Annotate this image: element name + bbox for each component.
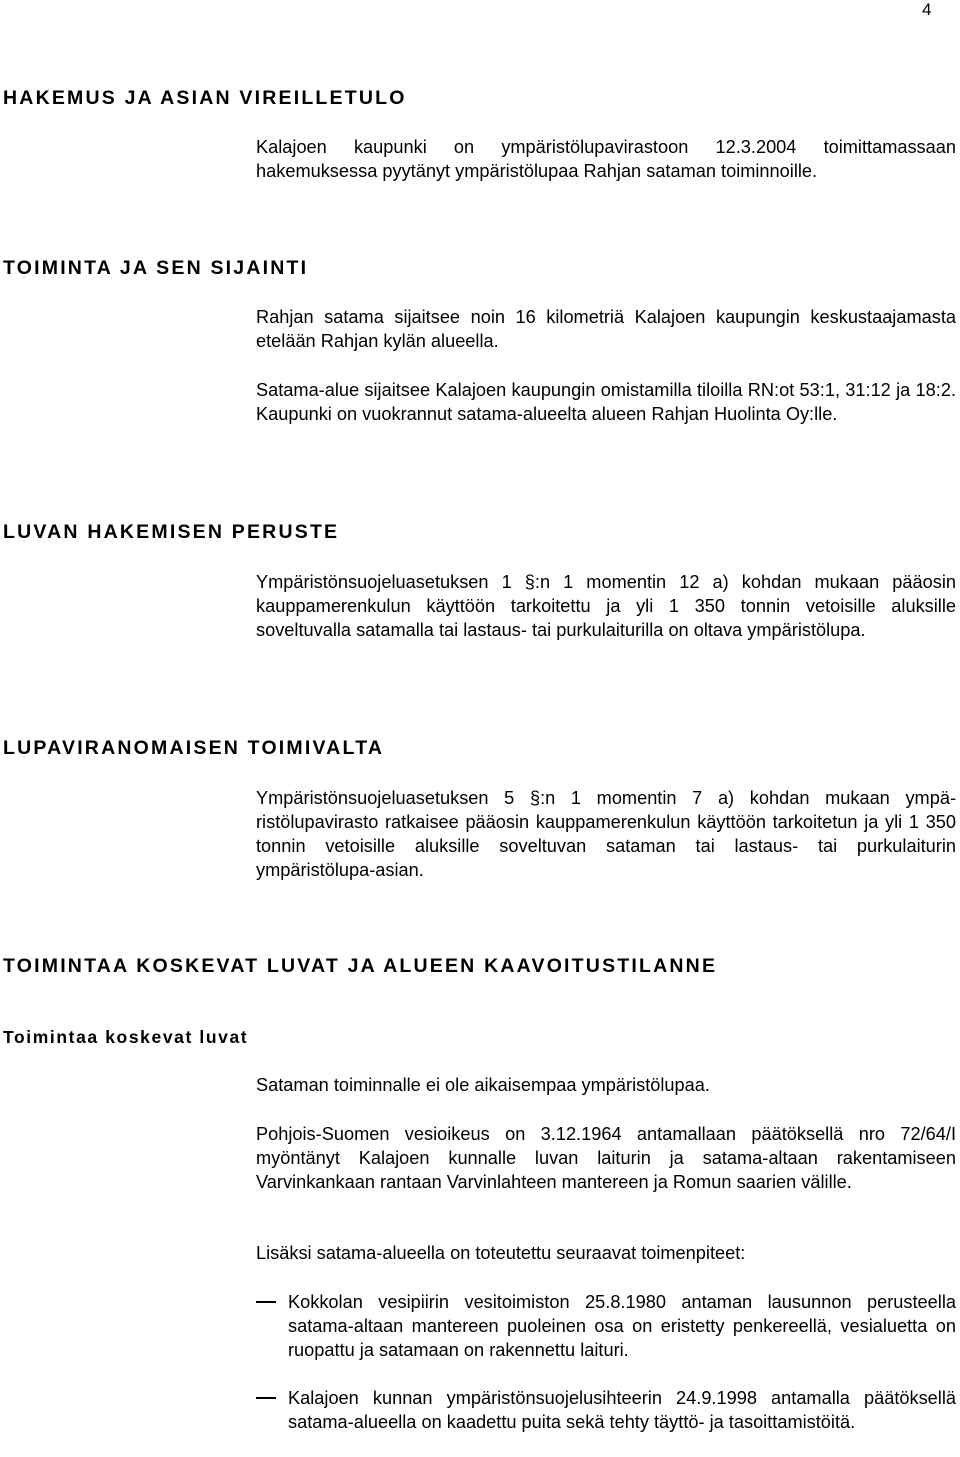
- subheading-toimintaa-koskevat-luvat: Toimintaa koskevat luvat: [3, 1027, 249, 1047]
- bullet-item: [256, 1386, 956, 1434]
- bullet-text: Kokkolan vesipiirin vesitoimiston 25.8.1980 antaman lausunnon perusteella satama-altaan mantereen puoleinen osa on eristetty penkereellä, vesialuetta on ruopattu ja satamaan on rakennettu laituri.: [288, 1292, 956, 1360]
- paragraph-hakemus-1: Kalajoen kaupunki on ympäristölupavirastoon 12.3.2004 toimittamassaan hakemuksessa pyytänyt ympäristölupaa Rahjan sataman toiminnoille.: [256, 137, 956, 181]
- dash-bullet-icon: [256, 1301, 276, 1303]
- paragraph-toimivalta-1: Ympäristönsuojeluasetuksen 5 §:n 1 momentin 7 a) kohdan mukaan ympäristölupavirasto ratkaisee pääosin kauppamerenkulun käyttöön tarkoitetun ja yli 1 350 tonnin vetoisille aluksille soveltuvan sataman tai lastaus- tai purkulaiturin ympäristölupa-asian.: [256, 788, 956, 880]
- paragraph-luvat-3: Lisäksi satama-alueella on toteutettu seuraavat toimenpiteet:: [256, 1243, 746, 1263]
- paragraph-toiminta-2: Satama-alue sijaitsee Kalajoen kaupungin omistamilla tiloilla RN:ot 53:1, 31:12 ja 18:2. Kaupunki on vuokrannut satama-alueelta alueen Rahjan Huolinta Oy:lle.: [256, 380, 956, 424]
- paragraph-luvat-1: Sataman toiminnalle ei ole aikaisempaa ympäristölupaa.: [256, 1075, 710, 1095]
- paragraph-toiminta-1: Rahjan satama sijaitsee noin 16 kilometriä Kalajoen kaupungin keskustaajamasta etelään Rahjan kylän alueella.: [256, 307, 956, 351]
- bullet-item: [256, 1290, 956, 1362]
- bullet-text: Kalajoen kunnan ympäristönsuojelusihteerin 24.9.1998 antamalla päätöksellä satama-alueella on kaadettu puita sekä tehty täyttö- ja tasoittamistöitä.: [288, 1388, 956, 1432]
- heading-toiminta: TOIMINTA JA SEN SIJAINTI: [3, 257, 309, 279]
- heading-luvat: TOIMINTAA KOSKEVAT LUVAT JA ALUEEN KAAVOITUSTILANNE: [3, 955, 718, 977]
- dash-bullet-icon: [256, 1397, 276, 1399]
- page-number: 4: [922, 0, 932, 19]
- heading-toimivalta: LUPAVIRANOMAISEN TOIMIVALTA: [3, 737, 385, 759]
- heading-peruste: LUVAN HAKEMISEN PERUSTE: [3, 521, 340, 543]
- paragraph-luvat-2: Pohjois-Suomen vesioikeus on 3.12.1964 antamallaan päätöksellä nro 72/64/I myöntänyt Kalajoen kunnalle luvan laiturin ja satama-altaan rakentamiseen Varvinkankaan rantaan Varvinlahteen mantereen ja Romun saarien välille.: [256, 1124, 956, 1192]
- paragraph-peruste-1: Ympäristönsuojeluasetuksen 1 §:n 1 momentin 12 a) kohdan mukaan pääosin kauppamerenkulun käyttöön tarkoitettu ja yli 1 350 tonnin vetoisille aluksille soveltuvalla satamalla tai lastaus- tai purkulaiturilla on oltava ympäristölupa.: [256, 572, 956, 640]
- heading-hakemus: HAKEMUS JA ASIAN VIREILLETULO: [3, 87, 407, 109]
